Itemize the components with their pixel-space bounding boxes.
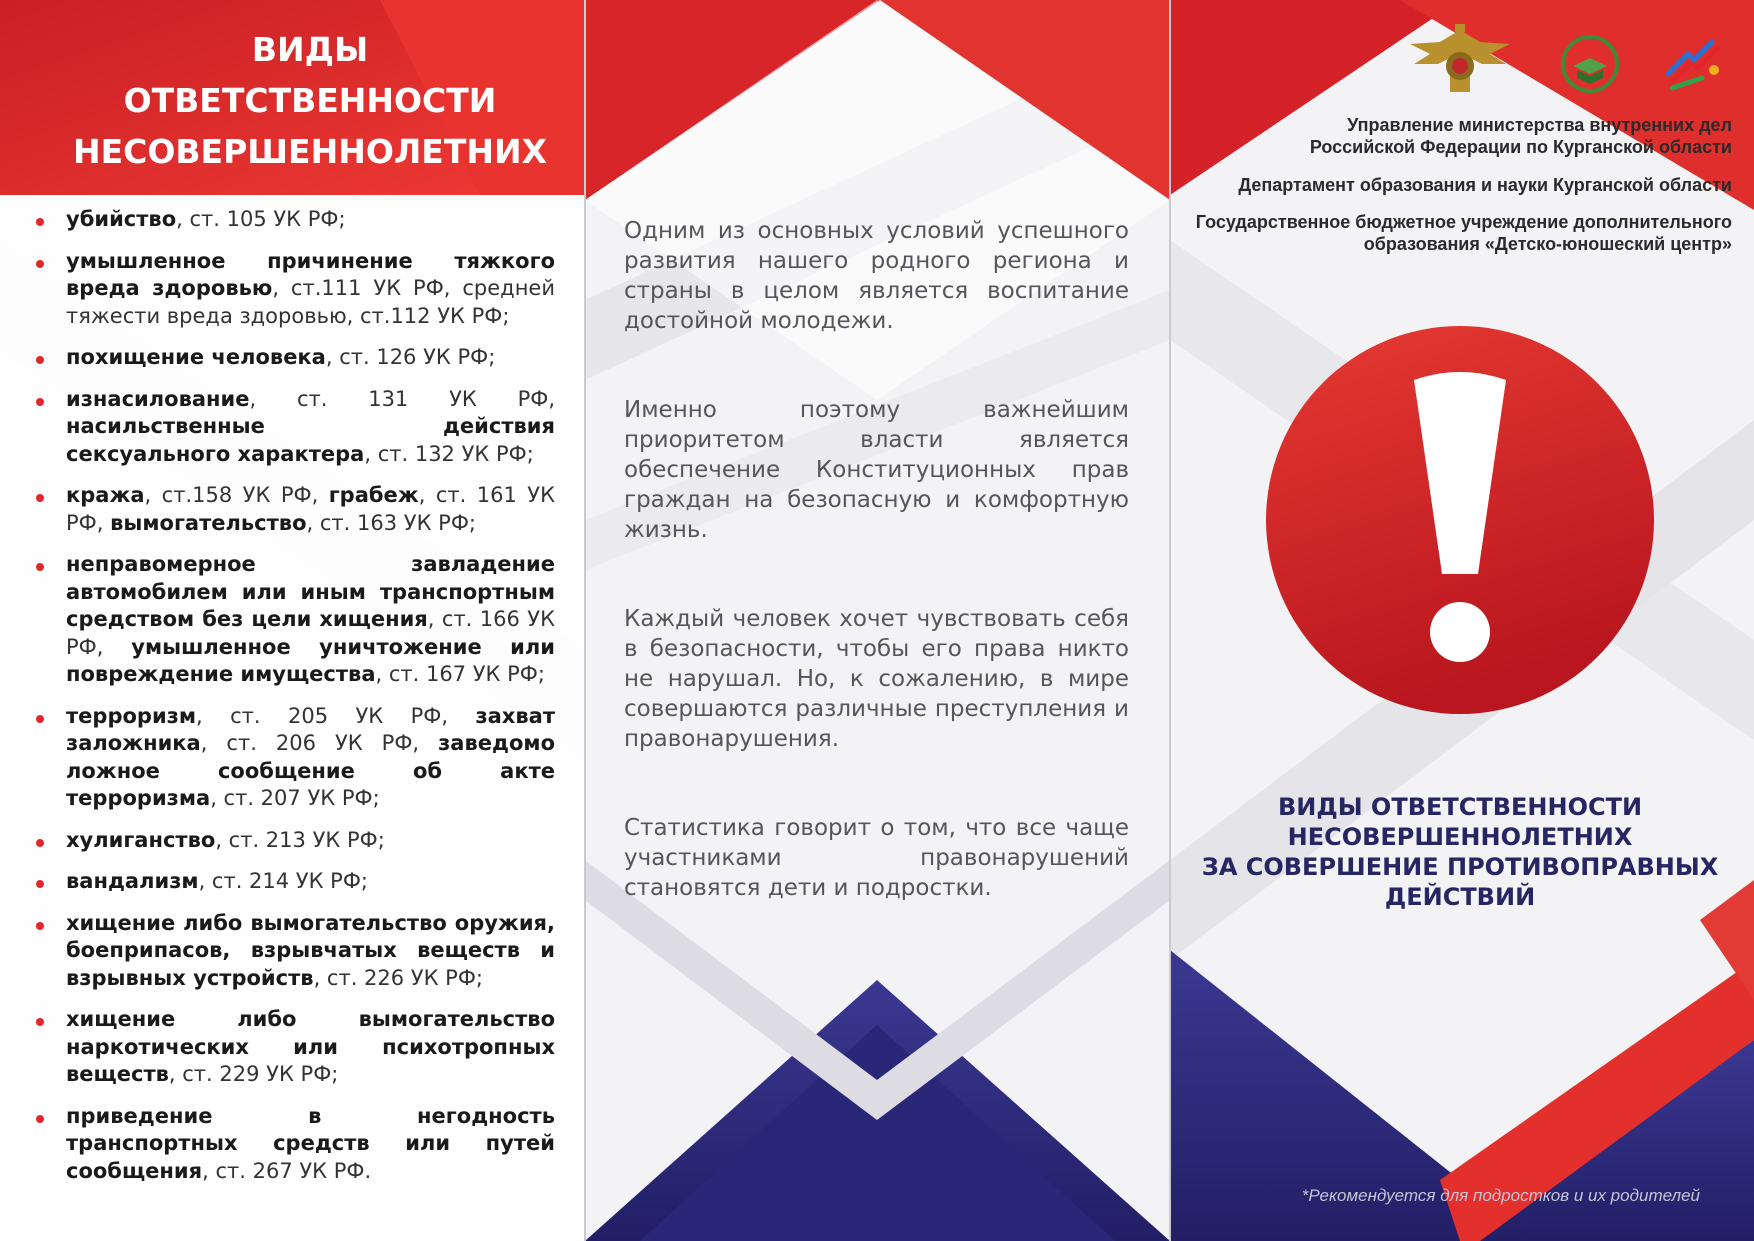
org-line: образования «Детско-юношеский центр» <box>1363 234 1732 254</box>
logo-row <box>1400 22 1740 102</box>
organization-mvd <box>1172 114 1732 158</box>
list-item: хищение либо вымогательство наркотических или психотропных веществ, ст. 229 УК РФ; <box>36 1006 555 1089</box>
list-item: приведение в негодность транспортных средств или путей сообщения, ст. 267 УК РФ. <box>36 1103 555 1186</box>
title-line: ОТВЕТСТВЕННОСТИ <box>123 81 497 120</box>
offenses-list <box>36 206 555 1199</box>
list-item: кража, ст.158 УК РФ, грабеж, ст. 161 УК РФ, вымогательство, ст. 163 УК РФ; <box>36 482 555 537</box>
list-item: хищение либо вымогательство оружия, боеприпасов, взрывчатых веществ и взрывных устройств, ст. 226 УК РФ; <box>36 910 555 993</box>
statistics-paragraph: Статистика говорит о том, что все чаще участниками правонарушений становятся дети и подростки. <box>624 815 1129 901</box>
list-item: умышленное причинение тяжкого вреда здоровью, ст.111 УК РФ, средней тяжести вреда здоровью, ст.112 УК РФ; <box>36 248 555 331</box>
title-line: ВИДЫ ОТВЕТСТВЕННОСТИ <box>1277 793 1643 821</box>
list-item: терроризм, ст. 205 УК РФ, захват заложника, ст. 206 УК РФ, заведомо ложное сообщение об акте терроризма, ст. 207 УК РФ; <box>36 703 555 813</box>
list-item: изнасилование, ст. 131 УК РФ, насильственные действия сексуального характера, ст. 132 УК РФ; <box>36 386 555 469</box>
list-item: вандализм, ст. 214 УК РФ; <box>36 868 555 896</box>
organization-youth-center <box>1172 211 1732 255</box>
education-department-logo-icon <box>1557 34 1623 94</box>
title-line: ДЕЙСТВИЙ <box>1384 883 1536 911</box>
right-panel-title <box>1190 792 1730 912</box>
priority-paragraph: Именно поэтому важнейшим приоритетом власти является обеспечение Конституционных прав граждан на безопасную и комфортную жизнь. <box>624 397 1129 543</box>
title-line: НЕСОВЕРШЕННОЛЕТНИХ <box>1287 823 1633 851</box>
left-panel-title <box>20 24 600 177</box>
organization-education-department: Департамент образования и науки Курганской области <box>1238 175 1732 195</box>
org-line: Российской Федерации по Курганской области <box>1309 137 1732 157</box>
youth-center-logo-icon <box>1662 36 1726 92</box>
fold-line-left <box>584 0 586 1241</box>
title-line: НЕСОВЕРШЕННОЛЕТНИХ <box>72 132 548 171</box>
intro-paragraph: Одним из основных условий успешного развития нашего родного региона и страны в целом является воспитание достойной молодежи. <box>624 218 1129 334</box>
list-item: неправомерное завладение автомобилем или иным транспортным средством без цели хищения, ст. 166 УК РФ, умышленное уничтожение или повреждение имущества, ст. 167 УК РФ; <box>36 551 555 689</box>
title-line: ЗА СОВЕРШЕНИЕ ПРОТИВОПРАВНЫХ <box>1201 853 1719 881</box>
list-item: похищение человека, ст. 126 УК РФ; <box>36 344 555 372</box>
list-item: хулиганство, ст. 213 УК РФ; <box>36 827 555 855</box>
title-line: ВИДЫ <box>251 30 369 69</box>
recommendation-note: *Рекомендуется для подростков и их родителей <box>1301 1186 1700 1205</box>
exclamation-icon <box>1264 324 1656 716</box>
org-line: Управление министерства внутренних дел <box>1347 115 1732 135</box>
list-item: убийство, ст. 105 УК РФ; <box>36 206 555 234</box>
org-line: Государственное бюджетное учреждение дополнительного <box>1195 212 1732 232</box>
fold-line-right <box>1169 0 1171 1241</box>
safety-paragraph: Каждый человек хочет чувствовать себя в безопасности, чтобы его права никто не нарушал. Но, к сожалению, в мире совершаются различные преступления и правонарушения. <box>624 606 1129 752</box>
mvd-emblem-icon <box>1400 22 1520 102</box>
